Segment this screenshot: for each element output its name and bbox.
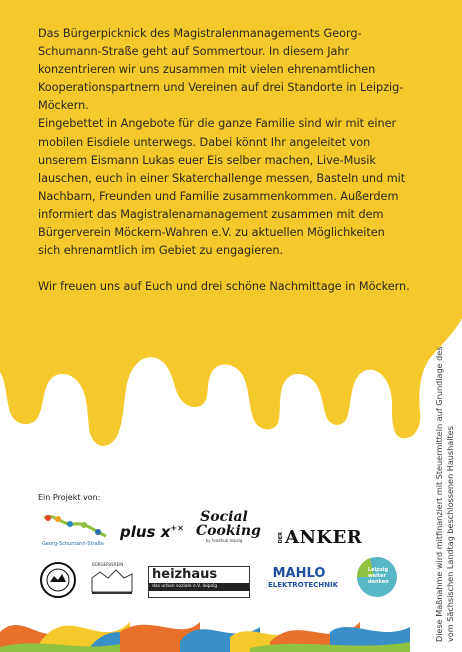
anker-main-label: ANKER — [285, 527, 363, 548]
heizhaus-sub-label: das urban soziale e.V. leipzig — [149, 583, 249, 591]
paragraph-activities: Eingebettet in Angebote für die ganze Familie sind wir mit einer mobilen Eisdiele unterwegs. Dabei könnt Ihr angeleitet von unserem Eismann Lukas euer Eis selber machen, Live-Musik lauschen, euch in einer Skaterchallenge messen, Basteln und mit Nachbarn, Freunden und Familie zusammenkommen. Außerdem informiert das Magistralenamanagement zusammen mit dem Bürgerverein Möckern-Wahren e.V. zu aktuellen Möglichkeiten sich ehrenamtlich im Gebiet zu engagieren. — [38, 117, 406, 258]
gss-label: Georg-Schumann-Straße — [42, 541, 104, 547]
logo-der-anker — [278, 527, 362, 548]
logo-plus-x — [120, 522, 184, 541]
gss-wave-icon — [40, 510, 110, 540]
leipzig-line1: Leipzig — [368, 567, 389, 573]
intro-text-block — [38, 25, 410, 296]
logo-georg-schumann-strasse — [40, 510, 110, 554]
funding-note: Diese Maßnahme wird mitfinanziert mit Steuermitteln auf Grundlage des vom Sächsischen Landtag beschlossenen Haushaltes — [434, 346, 455, 642]
anker-der-label: DER — [278, 531, 284, 544]
bottom-color-band — [0, 592, 410, 652]
plusx-label: plus x — [120, 523, 171, 541]
logo-mahlo — [268, 566, 339, 589]
leipzig-line3: denken — [368, 579, 389, 585]
plusx-sup: +× — [170, 523, 184, 533]
social-label: Social — [200, 509, 248, 525]
paragraph-intro: Das Bürgerpicknick des Magistralenmanagements Georg-Schumann-Straße geht auf Sommertour. In diesem Jahr konzentrieren wir uns zusammen mit vielen ehrenamtlichen Kooperationspartnern und Vereinen auf drei Standorte in Leipzig-Möckern. — [38, 27, 404, 113]
cooking-label: Cooking — [196, 523, 261, 539]
paragraph-closing: Wir freuen uns auf Euch und drei schöne Nachmittage in Möckern. — [38, 280, 410, 294]
heizhaus-label: heizhaus — [152, 567, 218, 582]
mahlo-label: MAHLO — [272, 566, 326, 581]
social-sub-label: by foodhub leipzig — [205, 538, 243, 543]
buergerverein-label: BÜRGERVEREIN — [92, 562, 124, 567]
project-label: Ein Projekt von: — [38, 493, 101, 502]
mahlo-sub-label: ELEKTROTECHNIK — [268, 581, 339, 589]
logo-social-cooking — [196, 509, 261, 543]
leipzig-line2: weiter — [368, 573, 386, 579]
